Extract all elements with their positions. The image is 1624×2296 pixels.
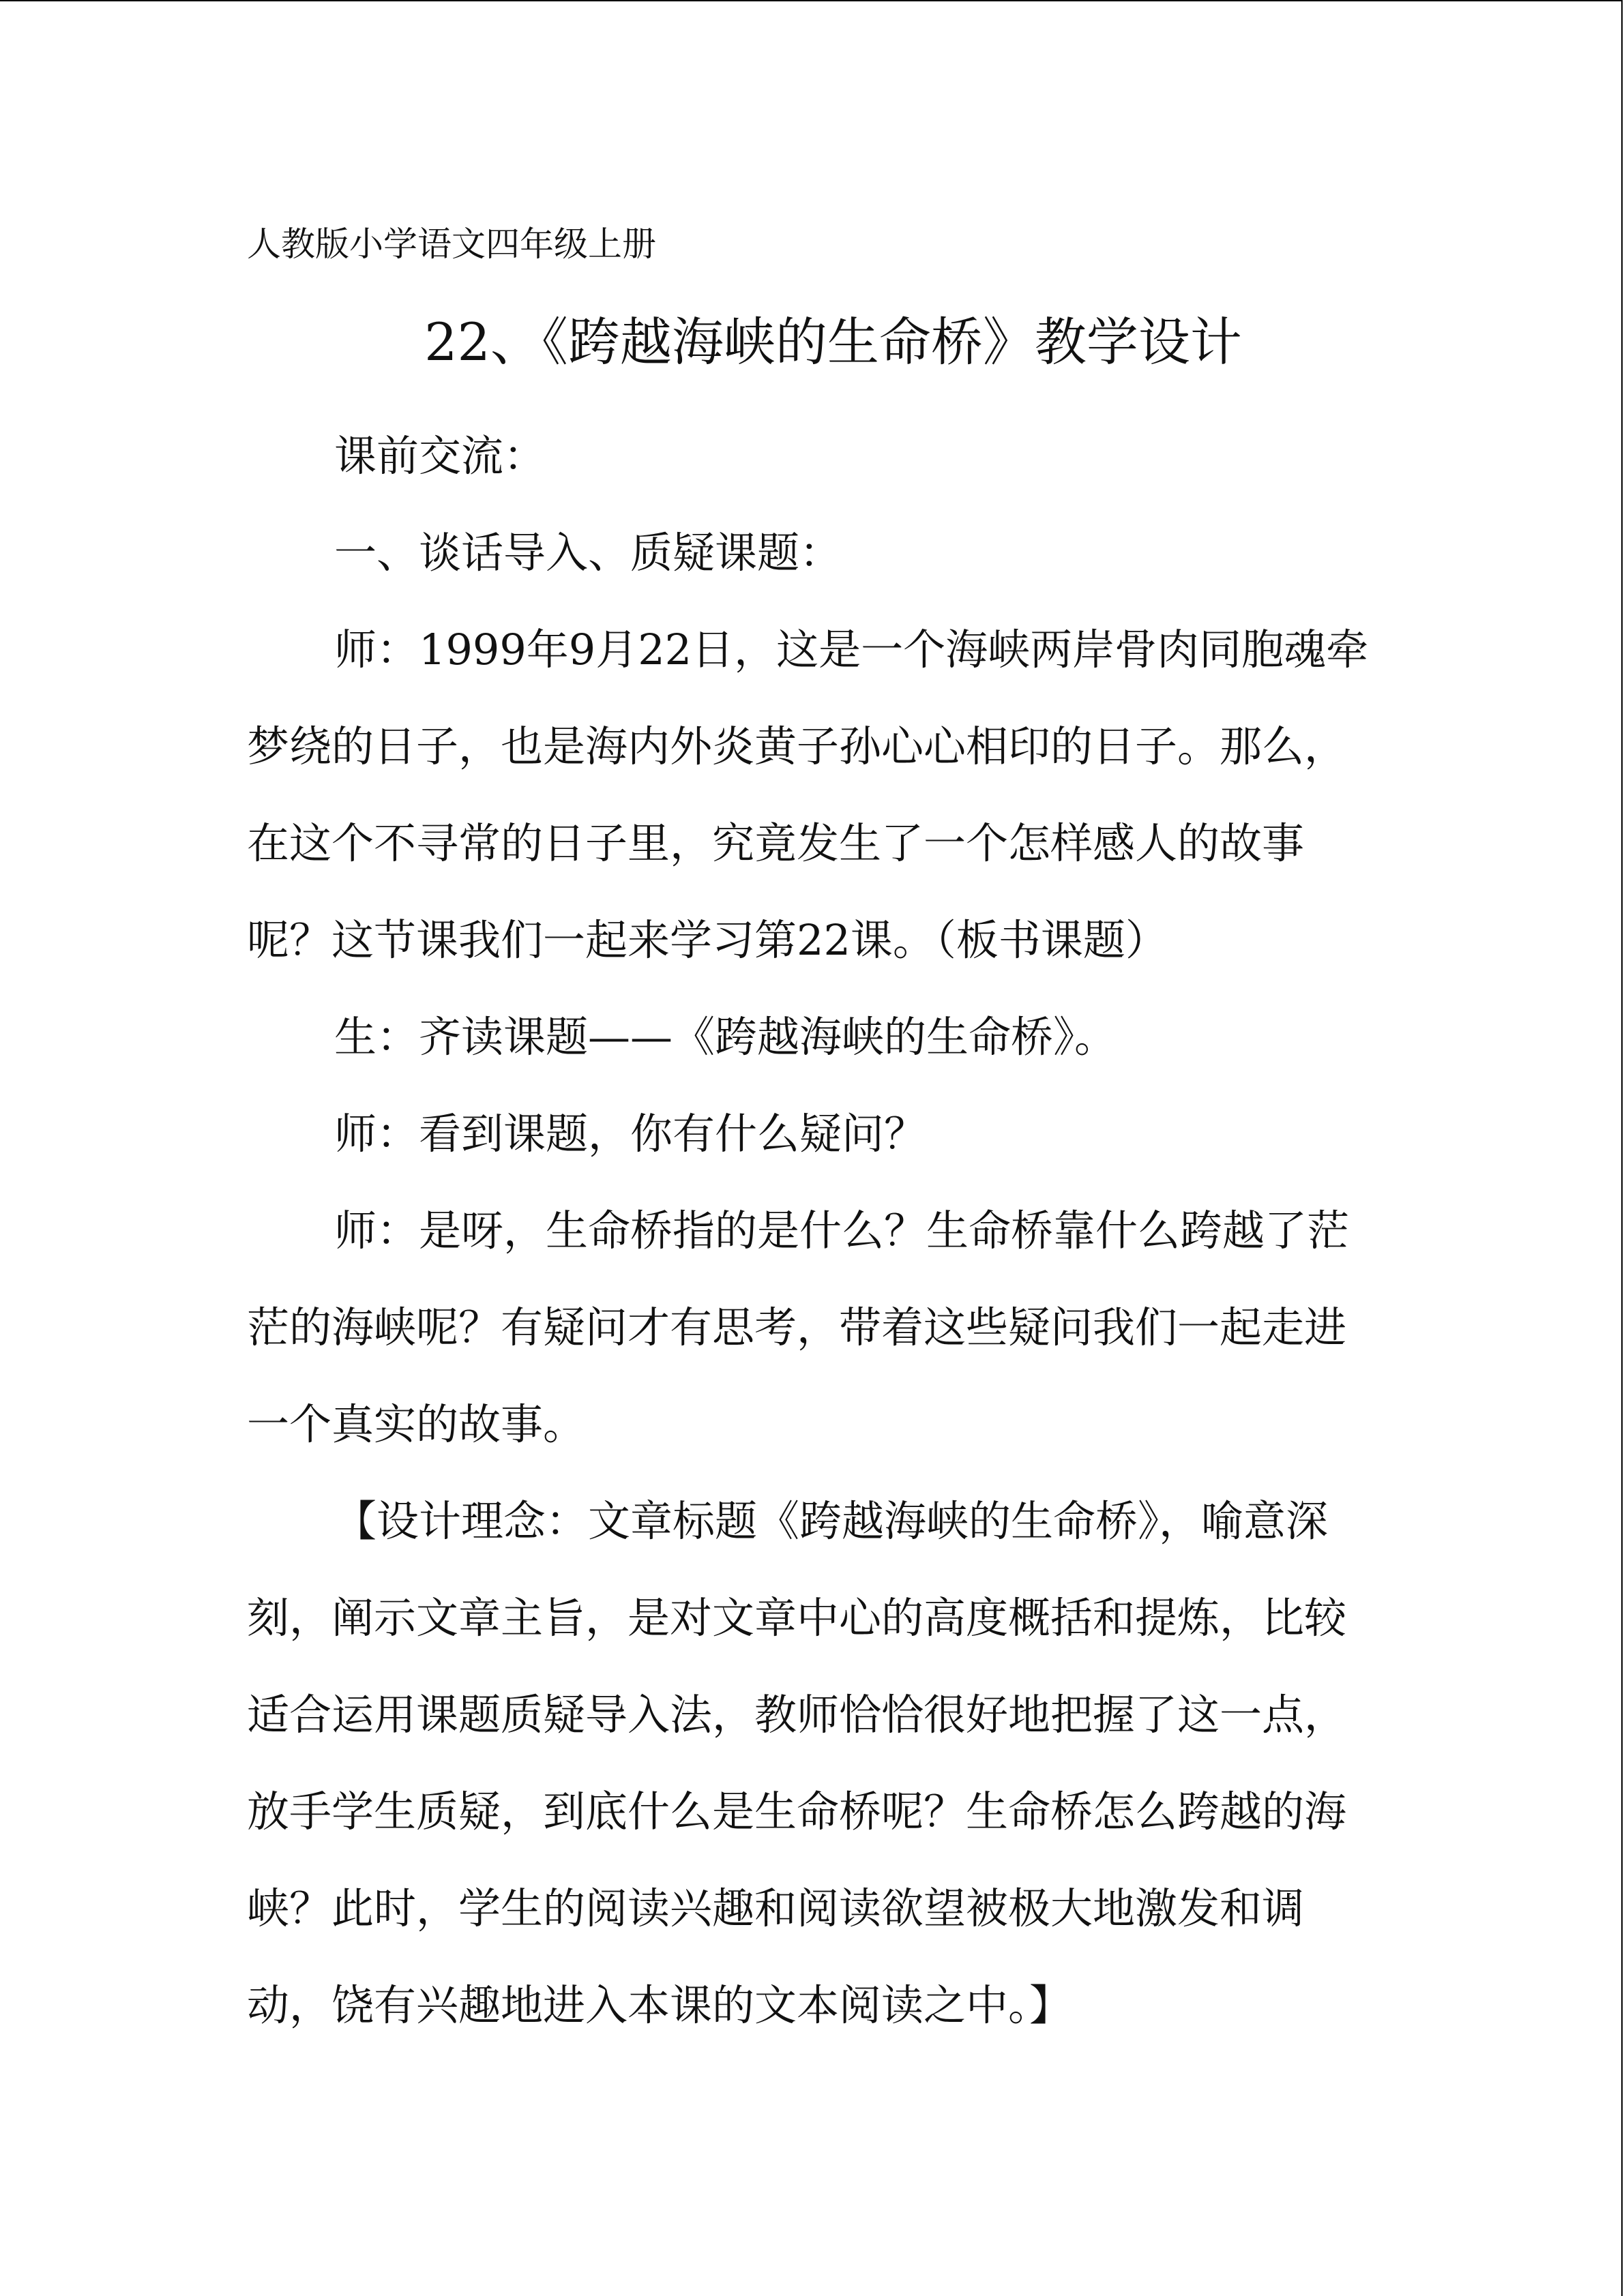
- paragraph-design-note: 【设计理念：文章标题《跨越海峡的生命桥》，喻意深刻，阐示文章主旨，是对文章中心的高度概括和提炼，比较适合运用课题质疑导入法，教师恰恰很好地把握了这一点，放手学生质疑，到底什么是生命桥呢？生命桥怎么跨越的海峡？此时，学生的阅读兴趣和阅读欲望被极大地激发和调动，饶有兴趣地进入本课的文本阅读之中。】: [247, 1496, 1347, 2030]
- document-title: 22、《跨越海峡的生命桥》教学设计: [424, 312, 1242, 372]
- paragraph-teacher-question: 师：看到课题，你有什么疑问？: [334, 1109, 927, 1159]
- document-header: 人教版小学语文四年级上册: [247, 224, 656, 264]
- paragraph-teacher-intro: 师：1999年9月22日，这是一个海峡两岸骨肉同胞魂牵梦绕的日子，也是海内外炎黄子孙心心相印的日子。那么，在这个不寻常的日子里，究竟发生了一个怎样感人的故事呢？这节课我们一起来学习第22课。（板书课题）: [247, 625, 1369, 965]
- paragraph-teacher-explanation: 师：是呀，生命桥指的是什么？生命桥靠什么跨越了茫茫的海峡呢？有疑问才有思考，带着这些疑问我们一起走进一个真实的故事。: [247, 1206, 1350, 1449]
- paragraph-section-heading: 一、谈话导入、质疑课题：: [334, 528, 842, 578]
- paragraph-pre-class: 课前交流：: [334, 431, 546, 481]
- paragraph-student-reading: 生：齐读课题——《跨越海峡的生命桥》。: [334, 1012, 1117, 1062]
- document-body: [247, 408, 1372, 2054]
